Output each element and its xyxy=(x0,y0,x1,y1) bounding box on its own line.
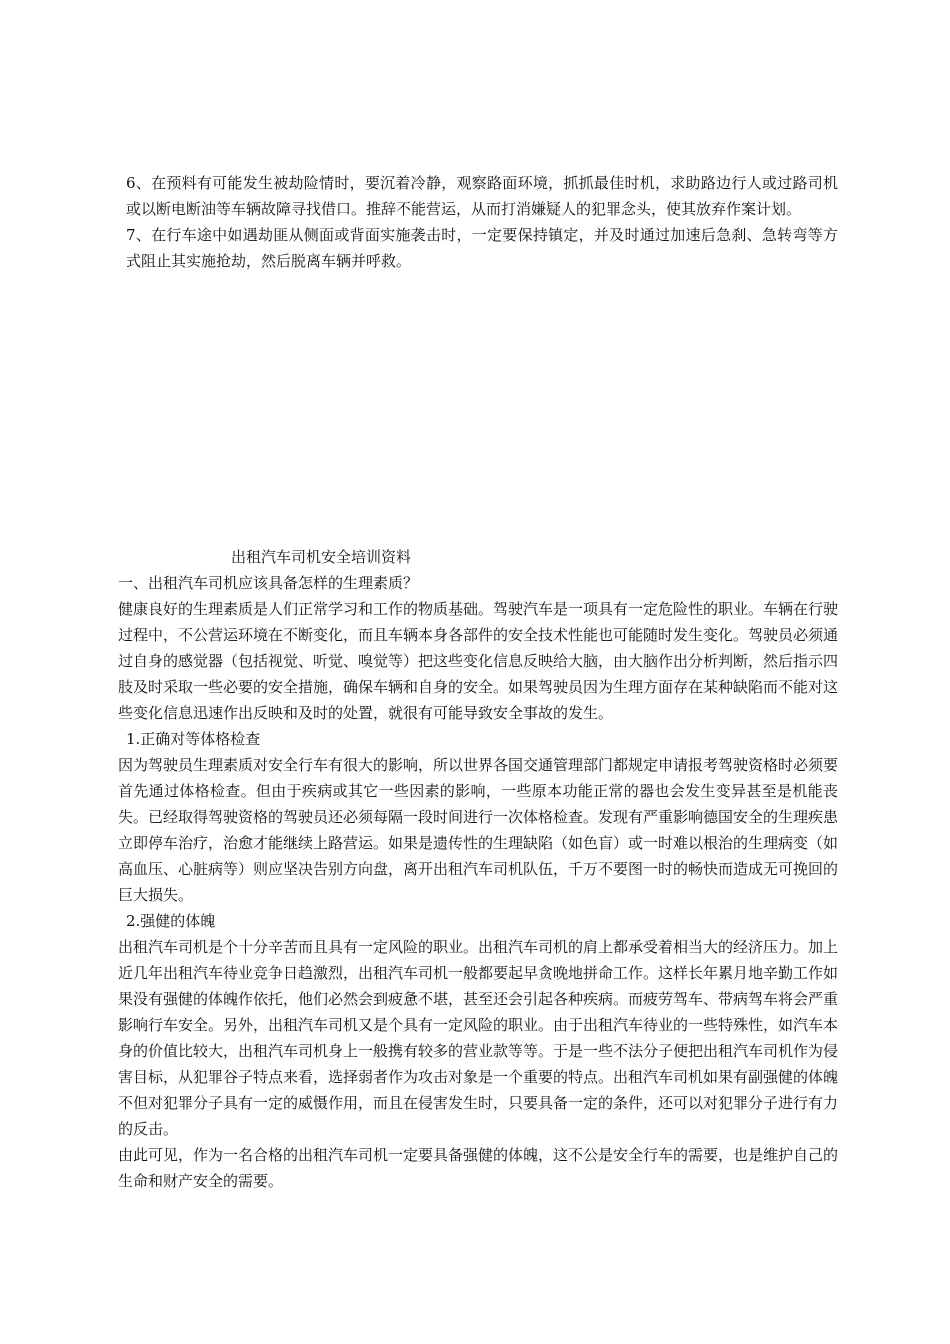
section-heading: 一、出租汽车司机应该具备怎样的生理素质？ xyxy=(118,574,419,592)
subsection-title-2: 2.强健的体魄 xyxy=(126,912,216,930)
list-item-6: 6、在预料有可能发生被劫险情时，要沉着冷静，观察路面环境，抓抓最佳时机，求助路边行人或过路司机或以断电断油等车辆故障寻找借口。推辞不能营运，从而打消嫌疑人的犯罪念头，使其放弃作案计划。 xyxy=(126,174,838,218)
subsection-title-1: 1.正确对等体格检查 xyxy=(126,730,261,748)
conclusion-paragraph: 由此可见，作为一名合格的出租汽车司机一定要具备强健的体魄，这不公是安全行车的需要，也是维护自己的生命和财产安全的需要。 xyxy=(118,1146,839,1190)
list-item-7: 7、在行车途中如遇劫匪从侧面或背面实施袭击时，一定要保持镇定，并及时通过加速后急刹、急转弯等方式阻止其实施抢劫，然后脱离车辆并呼救。 xyxy=(126,226,838,270)
subsection-paragraph-1: 因为驾驶员生理素质对安全行车有很大的影响，所以世界各国交通管理部门都规定申请报考驾驶资格时必须要首先通过体格检查。但由于疾病或其它一些因素的影响，一些原本功能正常的器也会发生变异甚至是机能丧失。已经取得驾驶资格的驾驶员还必须每隔一段时间进行一次体格检查。发现有严重影响德国安全的生理疾患立即停车治疗，治愈才能继续上路营运。如果是遗传性的生理缺陷（如色盲）或一时难以根治的生理病变（如高血压、心脏病等）则应坚决告别方向盘，离开出租汽车司机队伍，千万不要图一时的畅快而造成无可挽回的巨大损失。 xyxy=(118,756,839,904)
main-section xyxy=(118,544,838,1194)
subsection-paragraph-2: 出租汽车司机是个十分辛苦而且具有一定风险的职业。出租汽车司机的肩上都承受着相当大的经济压力。加上近几年出租汽车待业竞争日趋激烈，出租汽车司机一般都要起早贪晚地拼命工作。这样长年累月地辛勤工作如果没有强健的体魄作依托，他们必然会到疲惫不堪，甚至还会引起各种疾病。而疲劳驾车、带病驾车将会严重影响行车安全。另外，出租汽车司机又是个具有一定风险的职业。由于出租汽车待业的一些特殊性，如汽车本身的价值比较大，出租汽车司机身上一般携有较多的营业款等等。于是一些不法分子便把出租汽车司机作为侵害目标，从犯罪谷子特点来看，选择弱者作为攻击对象是一个重要的特点。出租汽车司机如果有副强健的体魄不但对犯罪分子具有一定的威慑作用，而且在侵害发生时，只要具备一定的条件，还可以对犯罪分子进行有力的反击。 xyxy=(118,938,839,1138)
top-section xyxy=(118,170,838,274)
intro-paragraph: 健康良好的生理素质是人们正常学习和工作的物质基础。驾驶汽车是一项具有一定危险性的职业。车辆在行驶过程中，不公营运环境在不断变化，而且车辆本身各部件的安全技术性能也可能随时发生变化。驾驶员必须通过自身的感觉器（包括视觉、听觉、嗅觉等）把这些变化信息反映给大脑，由大脑作出分析判断，然后指示四肢及时采取一些必要的安全措施，确保车辆和自身的安全。如果驾驶员因为生理方面存在某种缺陷而不能对这些变化信息迅速作出反映和及时的处置，就很有可能导致安全事故的发生。 xyxy=(118,600,839,722)
document-title: 出租汽车司机安全培训资料 xyxy=(231,548,412,566)
